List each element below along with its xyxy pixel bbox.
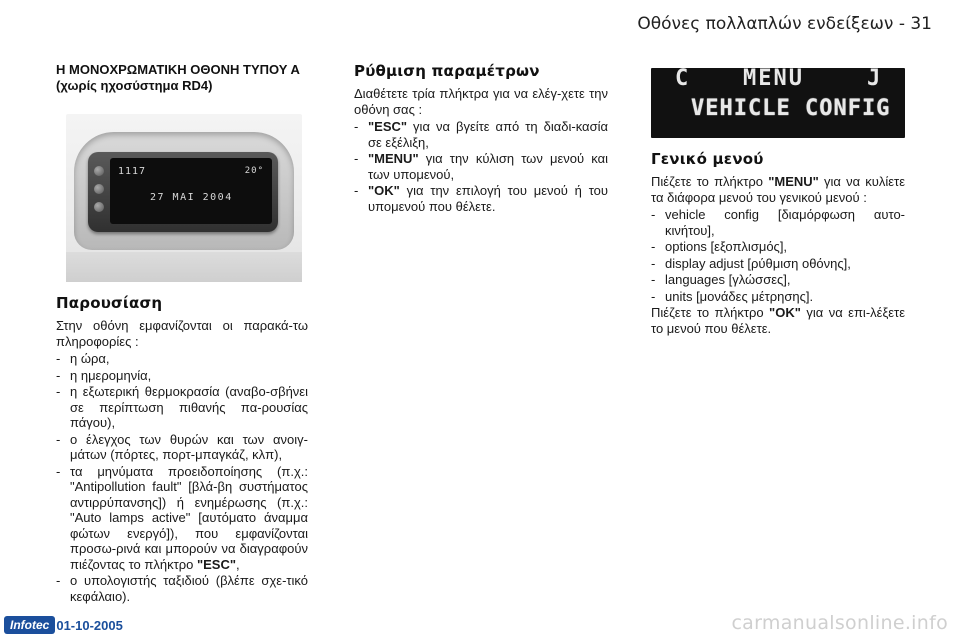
list-item [354, 119, 608, 150]
display-left-glyph: C [675, 68, 691, 91]
list-item: - languages [γλώσσες], [651, 272, 905, 288]
list-item: - units [μονάδες μέτρησης]. [651, 289, 905, 305]
infotec-logo: Infotec [4, 616, 55, 634]
ok-key-label: "OK" [368, 183, 400, 198]
lcd-time: 1117 [118, 166, 147, 177]
watermark: carmanualsonline.info [731, 612, 948, 634]
key-description: για την κύλιση των μενού και των υπομενού, [368, 151, 608, 182]
display-menu-text: MENU [743, 68, 804, 91]
general-menu-list [651, 207, 905, 304]
list-item: - η ώρα, [56, 351, 308, 367]
list-item-text: τα μηνύματα προειδοποίησης (π.χ.: "Antipollution fault" [βλά-βη συστήματος αντιρρύπανσης]) ή ενημέρωσης (π.χ.: "Auto lamps active" [αυτόματο άναμμα φώτων ενεργό]), που εμφανίζονται προσω-ρινά και μπορούν να διαγραφούν πιέζοντας το πλήκτρο [70, 463, 308, 572]
outro-prefix: Πιέζετε το πλήκτρο [651, 305, 770, 320]
footer [4, 616, 123, 634]
left-column [56, 62, 308, 605]
intro-suffix: για να κυλίετε τα διάφορα μενού του γενικού μενού : [651, 174, 905, 205]
bezel-button-icon [94, 166, 104, 176]
general-menu-heading: Γενικό μενού [651, 150, 764, 168]
key-description: για να βγείτε από τη διαδι-κασία σε εξέλιξη, [368, 119, 608, 150]
section-title: Η ΜΟΝΟΧΡΩΜΑΤΙΚΗ ΟΘΟΝΗ ΤΥΠΟΥ Α (χωρίς ηχοσύστημα RD4) [56, 62, 300, 93]
list-item-suffix: , [236, 556, 240, 572]
list-item: - options [εξοπλισμός], [651, 239, 905, 255]
keys-list [354, 119, 608, 214]
presentation-intro: Στην οθόνη εμφανίζονται οι παρακά-τω πληροφορίες : [56, 318, 308, 349]
ok-key-label: "OK" [769, 305, 801, 320]
list-item: - ο υπολογιστής ταξιδιού (βλέπε σχε-τικό κεφάλαιο). [56, 573, 308, 604]
esc-key-label: "ESC" [196, 556, 237, 572]
list-item: - display adjust [ρύθμιση οθόνης], [651, 256, 905, 272]
list-item: - vehicle config [διαμόρφωση αυτο-κινήτου], [651, 207, 905, 238]
settings-heading: Ρύθμιση παραμέτρων [354, 62, 540, 80]
menu-display [651, 68, 905, 138]
list-item: - ο έλεγχος των θυρών και των ανοιγ-μάτων (πόρτες, πορτ-μπαγκάζ, κλπ), [56, 432, 308, 463]
lcd-screen [110, 158, 272, 224]
settings-intro: Διαθέτετε τρία πλήκτρα για να ελέγ-χετε την οθόνη σας : [354, 86, 608, 117]
list-item [354, 183, 608, 214]
key-description: για την επιλογή του μενού ή του υπομενού που θέλετε. [368, 183, 608, 214]
footer-date: 01-10-2005 [56, 617, 123, 633]
page-header: Οθόνες πολλαπλών ενδείξεων - 31 [637, 14, 932, 34]
dashboard-photo [66, 114, 302, 282]
list-item: - η ημερομηνία, [56, 368, 308, 384]
lcd-date: 27 MAI 2004 [150, 192, 233, 203]
menu-key-label: "MENU" [768, 174, 819, 189]
middle-column [354, 62, 608, 215]
list-item: - η εξωτερική θερμοκρασία (αναβο-σβήνει σε περίπτωση πιθανής πα-ρουσίας πάγου), [56, 384, 308, 431]
presentation-list [56, 351, 308, 604]
lcd-temperature: 20° [244, 166, 264, 176]
esc-key-label: "ESC" [368, 119, 408, 134]
list-item [354, 151, 608, 182]
right-column [651, 62, 905, 338]
general-menu-intro [651, 174, 905, 205]
intro-prefix: Πιέζετε το πλήκτρο [651, 174, 769, 189]
menu-key-label: "MENU" [368, 151, 419, 166]
bezel-button-icon [94, 184, 104, 194]
display-right-glyph: J [867, 68, 883, 91]
general-menu-outro [651, 305, 905, 336]
bezel-button-icon [94, 202, 104, 212]
outro-suffix: για να επι-λέξετε το μενού που θέλετε. [651, 305, 905, 336]
dashboard-base [66, 252, 302, 282]
display-vehicle-config: VEHICLE CONFIG [691, 96, 891, 121]
list-item [56, 464, 308, 573]
presentation-heading: Παρουσίαση [56, 294, 163, 312]
